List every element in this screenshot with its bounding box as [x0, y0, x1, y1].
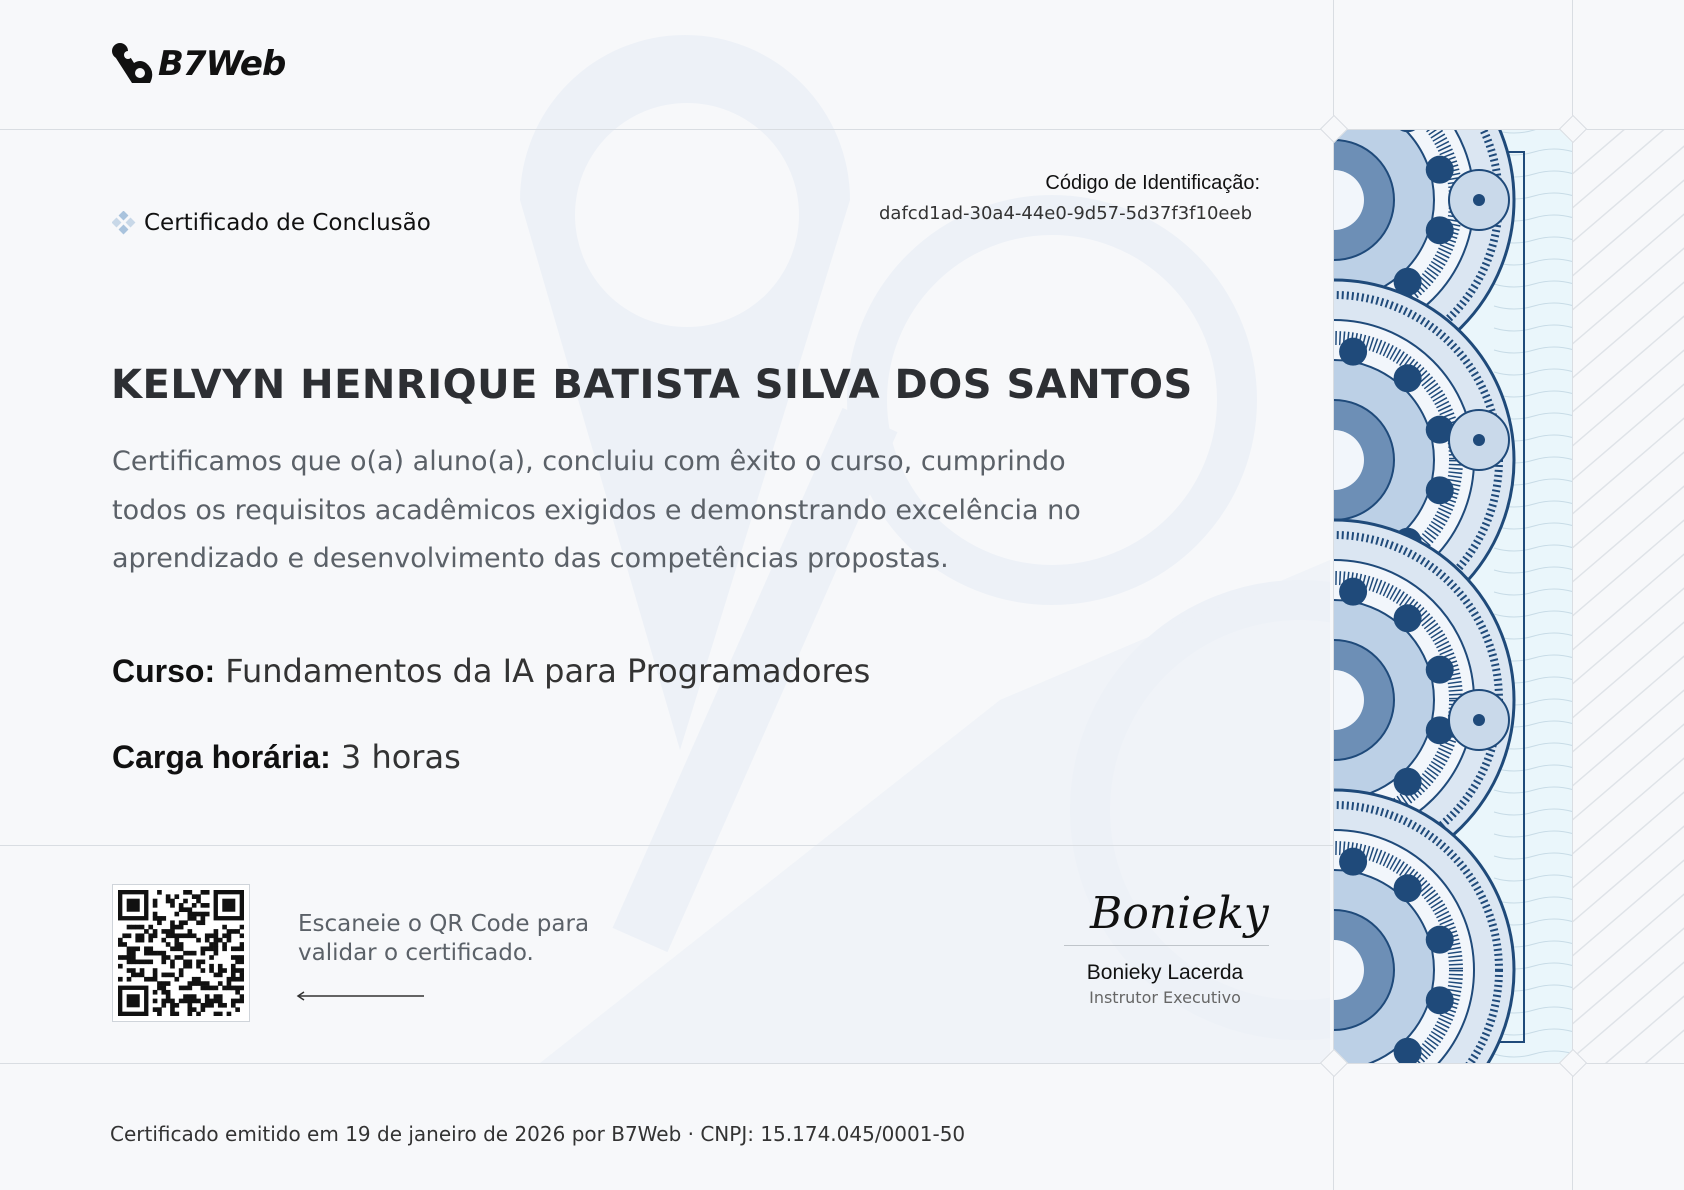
ornament-strip: [1334, 130, 1572, 1063]
signature-script: Bonieky: [1090, 888, 1269, 939]
middle-divider: [0, 845, 1334, 846]
qr-instructions: Escaneie o QR Code para validar o certificado.: [298, 911, 590, 966]
course-label: Curso:: [112, 653, 216, 689]
certificate-description: Certificamos que o(a) aluno(a), concluiu com êxito o curso, cumprindo todos os requisitos acadêmicos exigidos e demonstrando excelência no aprendizado e desenvolvimento das competências propostas.: [112, 446, 1081, 574]
brand-logo-text: B7Web: [158, 44, 286, 84]
recipient-name: KELVYN HENRIQUE BATISTA SILVA DOS SANTOS: [111, 362, 1193, 408]
signer-role: Instrutor Executivo: [1089, 988, 1241, 1007]
id-value: dafcd1ad-30a4-44e0-9d57-5d37f3f10eeb: [879, 203, 1252, 224]
certificate-type-label: Certificado de Conclusão: [144, 210, 431, 236]
hours-line: [112, 738, 461, 776]
signer-name: Bonieky Lacerda: [1086, 961, 1244, 984]
qr-code[interactable]: [112, 884, 250, 1022]
course-value: Fundamentos da IA para Programadores: [225, 652, 871, 690]
hatch-pattern: [1573, 130, 1684, 1063]
hours-label: Carga horária:: [112, 739, 331, 775]
brand-logo: [110, 40, 285, 88]
diamond-cluster-icon: [112, 211, 136, 235]
b7web-logo-icon: [110, 41, 156, 87]
certificate-type: [112, 210, 431, 236]
course-line: [112, 652, 870, 690]
hours-value: 3 horas: [340, 738, 461, 776]
bottom-divider: [0, 1063, 1684, 1064]
arrow-left-icon: [296, 990, 426, 1002]
mandala-pattern-icon: [1334, 130, 1572, 1063]
signature-line: [1064, 945, 1269, 946]
qr-code-icon: [118, 890, 244, 1016]
id-label: Código de Identificação:: [1045, 172, 1260, 194]
footer-issuance-text: Certificado emitido em 19 de janeiro de 2026 por B7Web · CNPJ: 15.174.045/0001-50: [110, 1122, 966, 1146]
